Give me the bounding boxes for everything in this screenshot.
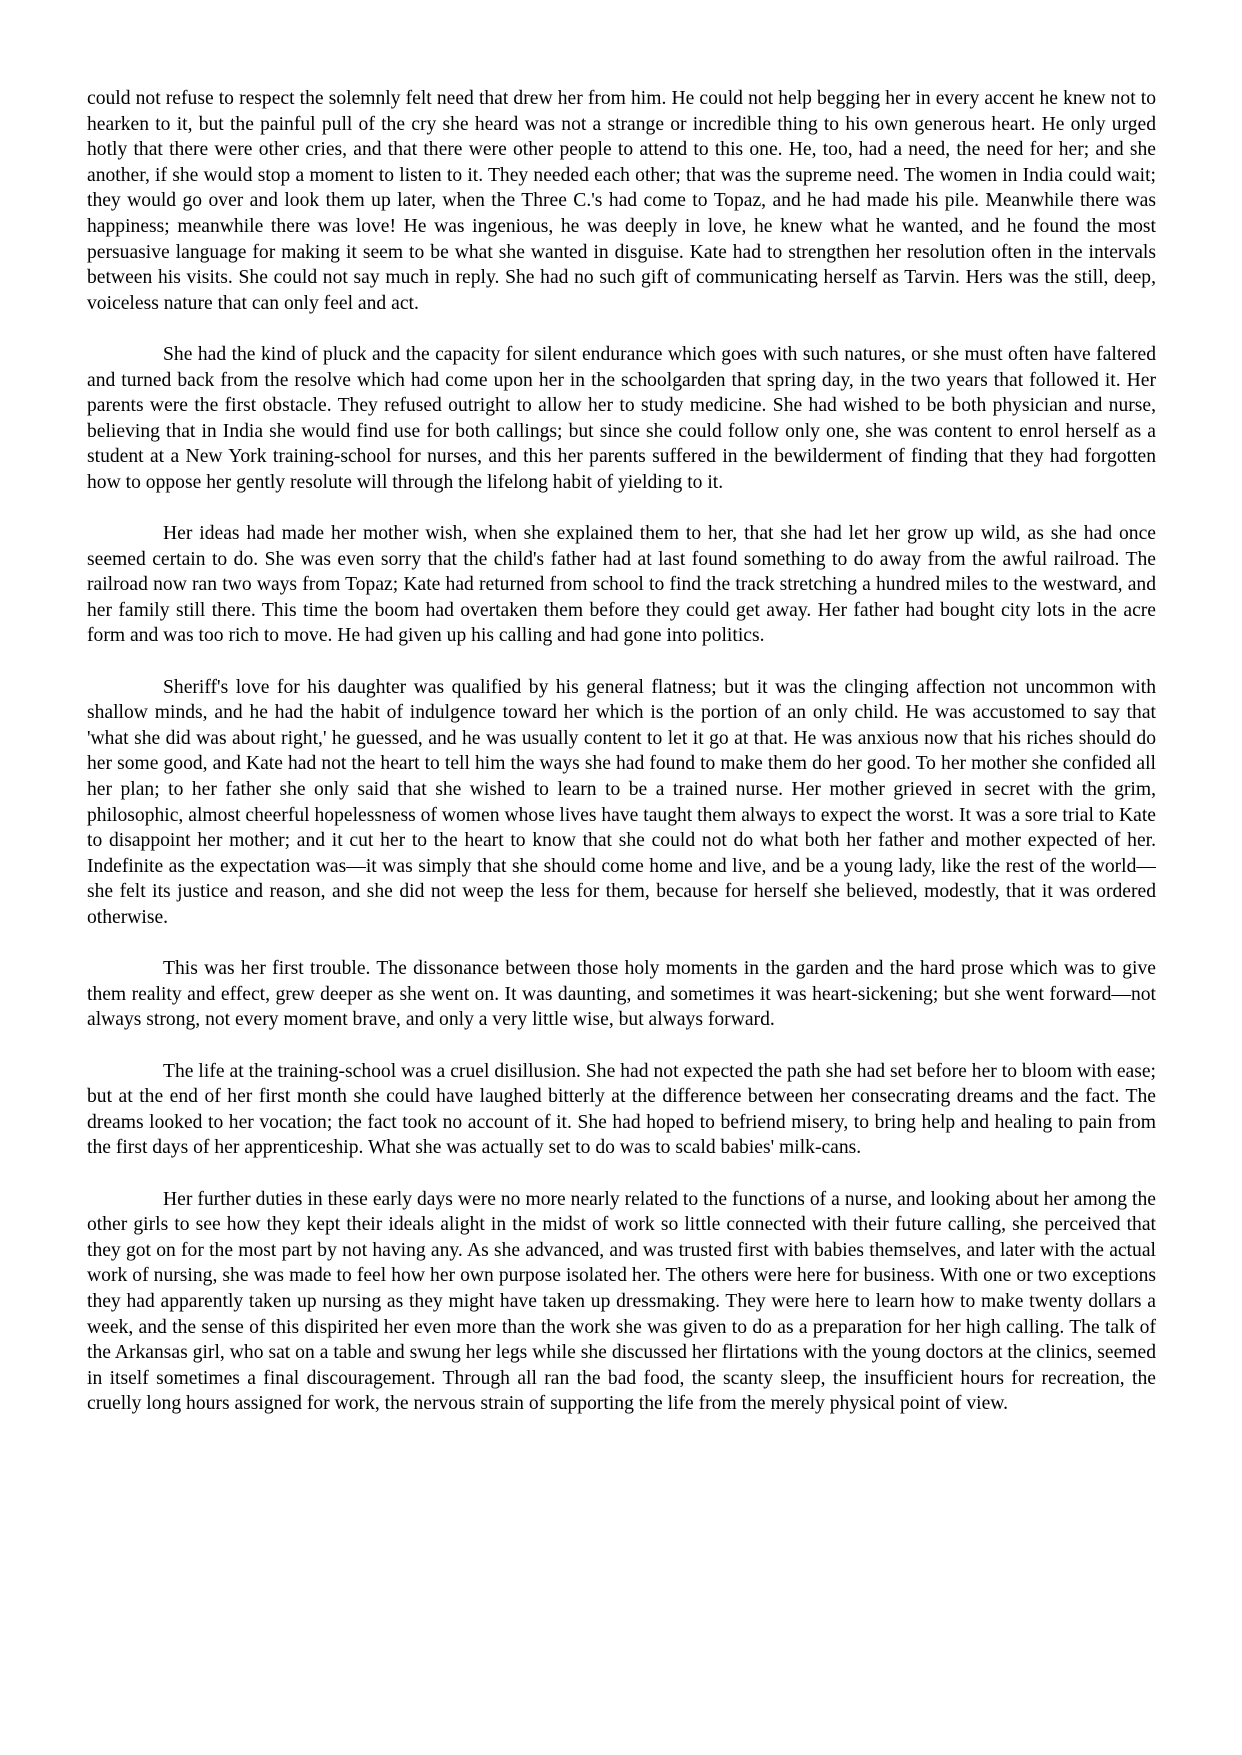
- paragraph: Her further duties in these early days were no more nearly related to the functions of a nurse, and looking about her among the other girls to see how they kept their ideals alight in the midst of work so little connected with their future calling, she perceived that they got on for the most part by not having any. As she advanced, and was trusted first with babies themselves, and later with the actual work of nursing, she was made to feel how her own purpose isolated her. The others were here for business. With one or two exceptions they had apparently taken up nursing as they might have taken up dressmaking. They were here to learn how to make twenty dollars a week, and the sense of this dispirited her even more than the work she was given to do as a preparation for her high calling. The talk of the Arkansas girl, who sat on a table and swung her legs while she discussed her flirtations with the young doctors at the clinics, seemed in itself sometimes a final discouragement. Through all ran the bad food, the scanty sleep, the insufficient hours for recreation, the cruelly long hours assigned for work, the nervous strain of supporting the life from the merely physical point of view.: [87, 1188, 1156, 1415]
- paragraph: She had the kind of pluck and the capacity for silent endurance which goes with such natures, or she must often have faltered and turned back from the resolve which had come upon her in the schoolgarden that spring day, in the two years that followed it. Her parents were the first obstacle. They refused outright to allow her to study medicine. She had wished to be both physician and nurse, believing that in India she would find use for both callings; but since she could follow only one, she was content to enrol herself as a student at a New York training-school for nurses, and this her parents suffered in the bewilderment of finding that they had forgotten how to oppose her gently resolute will through the lifelong habit of yielding to it.: [87, 343, 1156, 493]
- document-page: [87, 86, 1156, 1417]
- paragraph: This was her first trouble. The dissonance between those holy moments in the garden and the hard prose which was to give them reality and effect, grew deeper as she went on. It was daunting, and sometimes it was heart-sickening; but she went forward—not always strong, not every moment brave, and only a very little wise, but always forward.: [87, 958, 1156, 1031]
- paragraph: Sheriff's love for his daughter was qualified by his general flatness; but it was the clinging affection not uncommon with shallow minds, and he had the habit of indulgence toward her which is the portion of an only child. He was accustomed to say that 'what she did was about right,' he guessed, and he was usually content to let it go at that. He was anxious now that his riches should do her some good, and Kate had not the heart to tell him the ways she had found to make them do her good. To her mother she confided all her plan; to her father she only said that she wished to learn to be a trained nurse. Her mother grieved in secret with the grim, philosophic, almost cheerful hopelessness of women whose lives have taught them always to expect the worst. It was a sore trial to Kate to disappoint her mother; and it cut her to the heart to know that she could not do what both her father and mother expected of her. Indefinite as the expectation was—it was simply that she should come home and live, and be a young lady, like the rest of the world—she felt its justice and reason, and she did not weep the less for them, because for herself she believed, modestly, that it was ordered otherwise.: [87, 676, 1156, 928]
- paragraph-continuation: could not refuse to respect the solemnly felt need that drew her from him. He could not help begging her in every accent he knew not to hearken to it, but the painful pull of the cry she heard was not a strange or incredible thing to his own generous heart. He only urged hotly that there were other cries, and that there were other people to attend to this one. He, too, had a need, the need for her; and she another, if she would stop a moment to listen to it. They needed each other; that was the supreme need. The women in India could wait; they would go over and look them up later, when the Three C.'s had come to Topaz, and he had made his pile. Meanwhile there was happiness; meanwhile there was love! He was ingenious, he was deeply in love, he knew what he wanted, and he found the most persuasive language for making it seem to be what she wanted in disguise. Kate had to strengthen her resolution often in the intervals between his visits. She could not say much in reply. She had no such gift of communicating herself as Tarvin. Hers was the still, deep, voiceless nature that can only feel and act.: [87, 88, 1156, 314]
- paragraph: The life at the training-school was a cruel disillusion. She had not expected the path she had set before her to bloom with ease; but at the end of her first month she could have laughed bitterly at the difference between her consecrating dreams and the fact. The dreams looked to her vocation; the fact took no account of it. She had hoped to befriend misery, to bring help and healing to pain from the first days of her apprenticeship. What she was actually set to do was to scald babies' milk-cans.: [87, 1060, 1156, 1159]
- paragraph: Her ideas had made her mother wish, when she explained them to her, that she had let her grow up wild, as she had once seemed certain to do. She was even sorry that the child's father had at last found something to do away from the awful railroad. The railroad now ran two ways from Topaz; Kate had returned from school to find the track stretching a hundred miles to the westward, and her family still there. This time the boom had overtaken them before they could get away. Her father had bought city lots in the acre form and was too rich to move. He had given up his calling and had gone into politics.: [87, 523, 1156, 647]
